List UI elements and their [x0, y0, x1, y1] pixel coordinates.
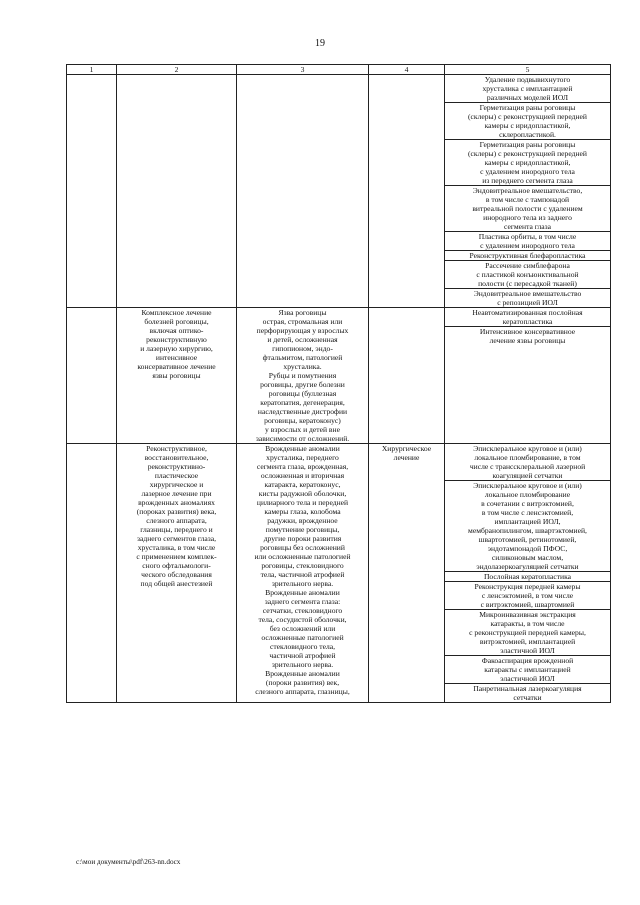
table-row	[67, 444, 611, 703]
table-header-row	[67, 65, 611, 75]
treatment-list	[445, 75, 611, 308]
treatment-list	[445, 308, 611, 444]
treatment-item: Эписклеральное круговое и (или) локальное пломбирование, в том числе с транссклеральной лазерной коагуляцией сетчатки	[445, 444, 610, 481]
treatment-item: Послойная кератопластика	[445, 572, 610, 582]
treatment-item: Интенсивное консервативное лечение язвы роговицы	[479, 327, 576, 345]
column-header: 5	[445, 65, 611, 75]
care-type-name: Реконструктивное, восстановительное, реконструктивно- пластическое хирургическое и лазерное лечение при врожденных аномалиях (пороках развития) века, слезного аппарата, глазницы, переднего и заднего сегментов глаза, хрусталика, в том числе с применением комплек- сного офтальмологи- ческого обследования под общей анестезией	[117, 444, 237, 703]
care-type-name: Комплексное лечение болезней роговицы, включая оптико- реконструктивную и лазерную хирургию, интенсивное консервативное лечение язвы роговицы	[117, 308, 237, 444]
page-number: 19	[315, 38, 325, 49]
treatment-item: Реконструктивная блефаропластика	[445, 251, 610, 261]
file-path-footer: c:\мои документы\pdf\263-nn.docx	[76, 858, 181, 866]
column-header: 4	[369, 65, 445, 75]
treatment-item: Неавтоматизированная послойная кератопластика	[445, 308, 610, 327]
treatment-item: Пластика орбиты, в том числе с удалением инородного тела	[445, 232, 610, 251]
cell-empty	[369, 308, 445, 444]
treatment-item: Микроинвазивная экстракция катаракты, в том числе с реконструкцией передней камеры, витрэктомией, имплантацией эластичной ИОЛ	[445, 610, 610, 656]
cell-empty	[67, 308, 117, 444]
cell-empty	[369, 75, 445, 308]
treatment-item: Панретинальная лазеркоагуляция сетчатки	[473, 684, 582, 702]
column-header: 2	[117, 65, 237, 75]
column-header: 3	[237, 65, 369, 75]
table-row	[67, 75, 611, 308]
diagnosis-text: Язва роговицы острая, стромальная или перфорирующая у взрослых и детей, осложненная гипопионом, эндо- фтальмитом, патологией хрусталика. Рубцы и помутнения роговицы, другие болезни роговицы (буллезная кератопатия, дегенерация, наследственные дистрофии роговицы, кератоконус) у взрослых и детей вне зависимости от осложнений.	[237, 308, 369, 444]
treatment-list	[445, 444, 611, 703]
treatment-item: Эндовитреальное вмешательство, в том числе с тампонадой витреальной полости с удалением инородного тела из заднего сегмента глаза	[445, 186, 610, 232]
treatment-type: Хирургическое лечение	[369, 444, 445, 703]
cell-empty	[67, 75, 117, 308]
treatment-item: Герметизация раны роговицы (склеры) с реконструкцией передней камеры с иридопластикой, с удалением инородного тела из переднего сегмента глаза	[445, 140, 610, 186]
treatment-item: Удаление подвывихнутого хрусталика с имплантацией различных моделей ИОЛ	[445, 75, 610, 103]
column-header: 1	[67, 65, 117, 75]
diagnosis-text: Врожденные аномалии хрусталика, переднего сегмента глаза, врожденная, осложненная и вторичная катаракта, кератоконус, кисты радужной оболочки, цилиарного тела и передней камеры глаза, колобома радужки, врожденное помутнение роговицы, другие пороки развития роговицы без осложнений или осложненные патологией роговицы, стекловидного тела, частичной атрофией зрительного нерва. Врожденные аномалии заднего сегмента глаза: сетчатки, стекловидного тела, сосудистой оболочки, без осложнений или осложненные патологией стекловидного тела, частичной атрофией зрительного нерва. Врожденные аномалии (пороки развития) век, слезного аппарата, глазницы,	[237, 444, 369, 703]
treatment-item: Эндовитреальное вмешательство с репозицией ИОЛ	[473, 289, 582, 307]
table-row	[67, 308, 611, 444]
treatment-item: Рассечение симблефарона с пластикой конъюнктивальной полости (с пересадкой тканей)	[445, 261, 610, 289]
treatment-table	[66, 64, 611, 703]
cell-empty	[117, 75, 237, 308]
cell-empty	[67, 444, 117, 703]
cell-empty	[237, 75, 369, 308]
treatment-item: Факоаспирация врожденной катаракты с имплантацией эластичной ИОЛ	[445, 656, 610, 684]
treatment-item: Реконструкция передней камеры с ленсэктомией, в том числе с витрэктомией, швартомией	[445, 582, 610, 610]
treatment-item: Эписклеральное круговое и (или) локальное пломбирование в сочетании с витрэктомией, в том числе с ленсэктомией, имплантацией ИОЛ, мембранопилингом, швартэктомией, швартотомией, ретинотомией, эндотампонадой ПФОС, силиконовым маслом, эндолазеркоагуляцией сетчатки	[445, 481, 610, 572]
treatment-item: Герметизация раны роговицы (склеры) с реконструкцией передней камеры с иридопластикой, склеропластикой.	[445, 103, 610, 140]
